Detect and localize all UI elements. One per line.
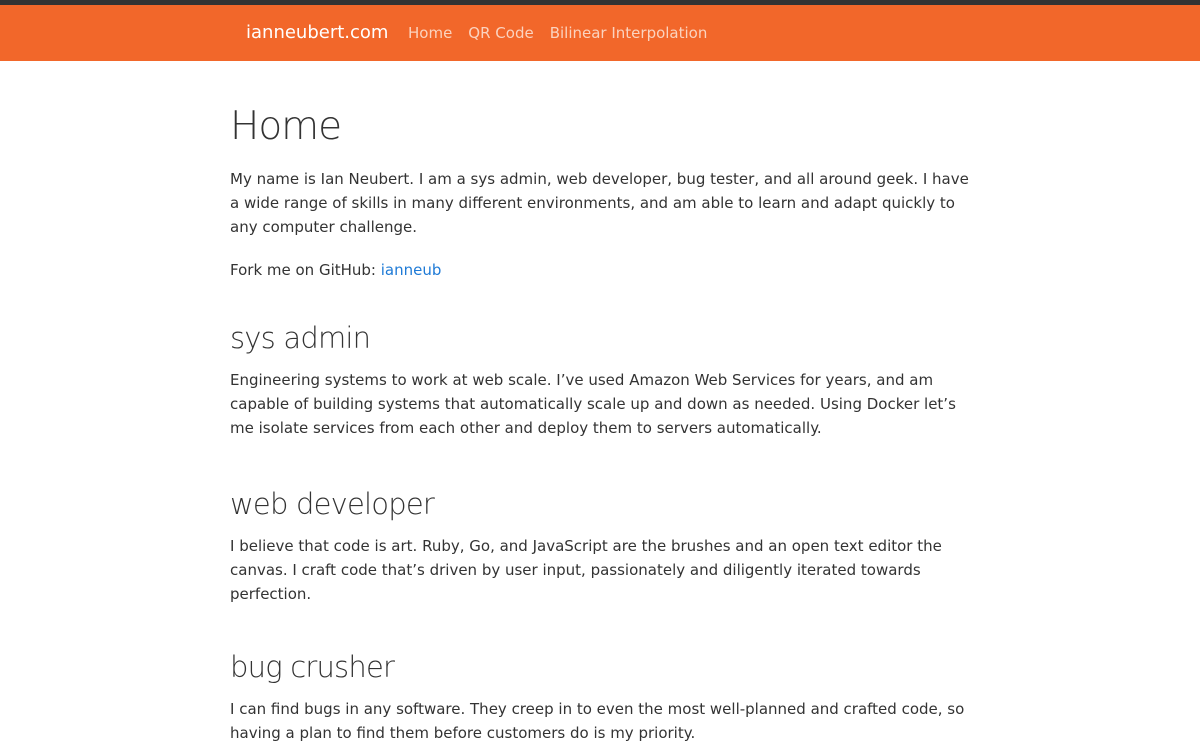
main-content [230, 61, 975, 745]
section-body-web-developer: I believe that code is art. Ruby, Go, and JavaScript are the brushes and an open text editor the canvas. I craft code that’s driven by user input, passionately and diligently iterated towards perfection. [230, 537, 942, 603]
section-heading-bug-crusher: bug crusher [230, 650, 395, 684]
section-heading-web-developer: web developer [230, 487, 435, 521]
page-title: Home [230, 104, 342, 149]
section-heading-sys-admin: sys admin [230, 321, 371, 355]
nav-link-qr-code[interactable]: QR Code [468, 24, 534, 42]
github-line [230, 258, 975, 282]
intro-paragraph: My name is Ian Neubert. I am a sys admin, web developer, bug tester, and all around geek. I have a wide range of skills in many different environments, and am able to learn and adapt quickly to any computer challenge. [230, 170, 969, 236]
nav-link-bilinear-interpolation[interactable]: Bilinear Interpolation [549, 24, 708, 42]
section-body-sys-admin: Engineering systems to work at web scale. I’ve used Amazon Web Services for years, and am capable of building systems that automatically scale up and down as needed. Using Docker let’s me isolate services from each other and deploy them to servers automatically. [230, 371, 956, 437]
navbar [0, 5, 1200, 61]
nav-link-home[interactable]: Home [408, 24, 453, 42]
section-body-bug-crusher: I can find bugs in any software. They creep in to even the most well-planned and crafted code, so having a plan to find them before customers do is my priority. [230, 700, 965, 742]
site-brand-link[interactable]: ianneubert.com [246, 22, 389, 43]
github-label: Fork me on GitHub: [230, 261, 381, 279]
nav-links [400, 5, 715, 61]
github-link[interactable]: ianneub [380, 261, 442, 279]
